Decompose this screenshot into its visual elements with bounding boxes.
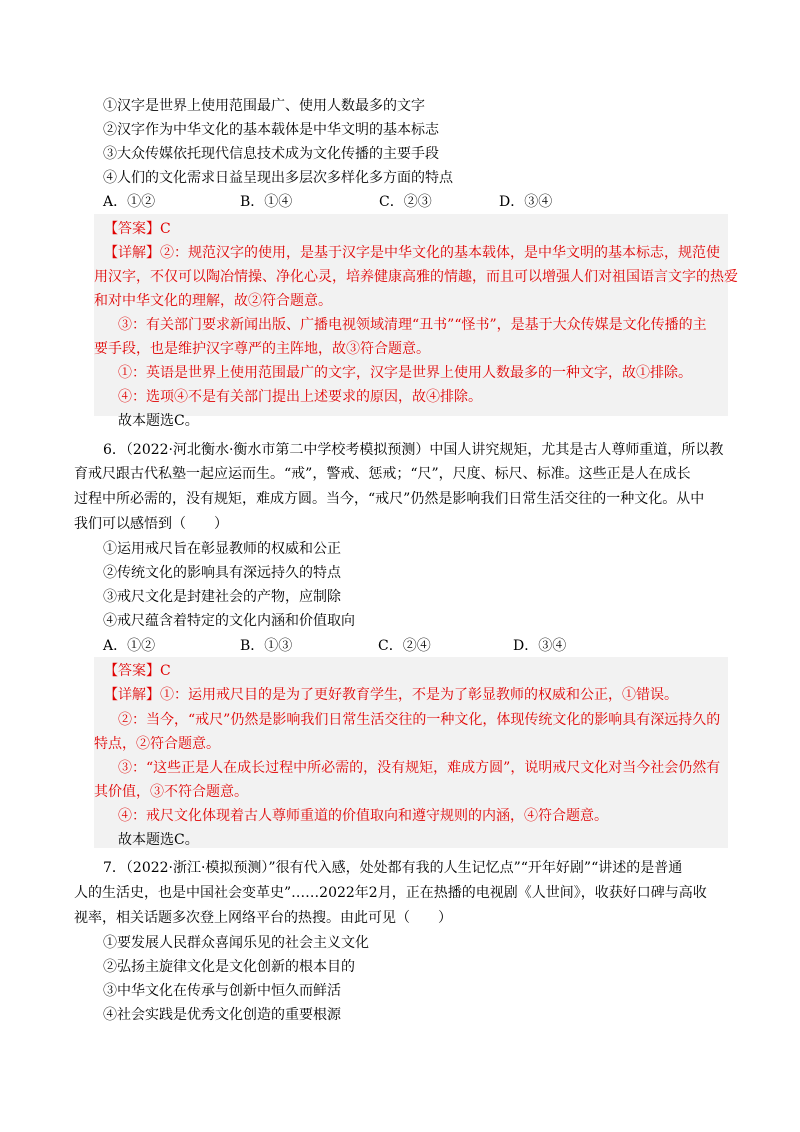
- q5-explanation-line: 要手段，也是维护汉字尊严的主阵地，故③符合题意。: [94, 341, 430, 357]
- q5-statement-3: ③大众传媒依托现代信息技术成为文化传播的主要手段: [103, 146, 439, 162]
- q5-explanation-line: ④：选项④不是有关部门提出上述要求的原因，故④排除。: [118, 389, 482, 405]
- q6-explanation-line: 【详解】①：运用戒尺目的是为了更好教育学生，不是为了彰显教师的权威和公正，①错误。: [104, 687, 678, 703]
- q6-explanation-line: 其价值，③不符合题意。: [94, 784, 248, 800]
- q5-option-b: B．①④: [240, 194, 293, 210]
- q5-statement-4: ④人们的文化需求日益呈现出多层次多样化多方面的特点: [103, 170, 453, 186]
- q6-option-c: C．②④: [378, 638, 431, 654]
- q6-stem-line: 我们可以感悟到（ ）: [74, 516, 228, 532]
- q5-explanation-line: 【详解】②：规范汉字的使用，是基于汉字是中华文化的基本载体，是中华文明的基本标志，规范使: [104, 245, 720, 261]
- q5-options: [103, 192, 703, 212]
- q6-explanation-line: ③：“这些正是人在成长过程中所必需的，没有规矩，难成方圆”，说明戒尺文化对当今社会仍然有: [118, 760, 721, 776]
- q6-options: [103, 636, 703, 656]
- q5-option-c: C．②③: [379, 194, 432, 210]
- q6-statement-4: ④戒尺蕴含着特定的文化内涵和价值取向: [103, 613, 355, 629]
- q6-explanation-line: ②：当今，“戒尺”仍然是影响我们日常生活交往的一种文化，体现传统文化的影响具有深远持久的: [118, 712, 721, 728]
- q5-option-a: A．①②: [103, 194, 156, 210]
- q7-stem-line: 视率，相关话题多次登上网络平台的热搜。由此可见（ ）: [74, 910, 452, 926]
- q5-statement-1: ①汉字是世界上使用范围最广、使用人数最多的文字: [103, 98, 425, 114]
- q6-statement-3: ③戒尺文化是封建社会的产物，应制除: [103, 589, 341, 605]
- q6-statement-2: ②传统文化的影响具有深远持久的特点: [103, 565, 341, 581]
- q6-option-d: D．③④: [513, 638, 567, 654]
- q6-option-b: B．①③: [240, 638, 293, 654]
- q5-answer: 【答案】C: [104, 221, 171, 237]
- q5-option-d: D．③④: [499, 194, 553, 210]
- q6-answer-box: [94, 657, 728, 848]
- q6-explanation-line: 特点，②符合题意。: [94, 736, 220, 752]
- q6-option-a: A．①②: [103, 638, 156, 654]
- q5-explanation-line: 和对中华文化的理解，故②符合题意。: [94, 293, 332, 309]
- q6-stem-line: 过程中所必需的，没有规矩，难成方圆。当今，“戒尺”仍然是影响我们日常生活交往的一种文化。从中: [74, 491, 705, 507]
- q5-explanation-line: 用汉字，不仅可以陶冶情操、净化心灵，培养健康高雅的情趣，而且可以增强人们对祖国语言文字的热爱: [94, 269, 738, 285]
- q6-answer: 【答案】C: [104, 663, 171, 679]
- q5-explanation-line: ①：英语是世界上使用范围最广的文字，汉字是世界上使用人数最多的一种文字，故①排除。: [118, 365, 692, 381]
- q6-statement-1: ①运用戒尺旨在彰显教师的权威和公正: [103, 541, 341, 557]
- q7-statement-2: ②弘扬主旋律文化是文化创新的根本目的: [103, 959, 355, 975]
- q6-stem-line: 6．（2022·河北衡水·衡水市第二中学校考模拟预测）中国人讲究规矩，尤其是古人尊师重道，所以教: [103, 442, 724, 458]
- q6-explanation-line: ④：戒尺文化体现着古人尊师重道的价值取向和遵守规则的内涵，④符合题意。: [118, 808, 608, 824]
- q7-statement-1: ①要发展人民群众喜闻乐见的社会主义文化: [103, 935, 369, 951]
- q5-conclusion: 故本题选C。: [118, 413, 199, 429]
- q5-explanation-line: ③：有关部门要求新闻出版、广播电视领域清理“丑书”“怪书”，是基于大众传媒是文化传播的主: [118, 317, 707, 333]
- q7-statement-4: ④社会实践是优秀文化创造的重要根源: [103, 1007, 341, 1023]
- q5-statement-2: ②汉字作为中华文化的基本载体是中华文明的基本标志: [103, 122, 439, 138]
- q5-answer-box: [94, 214, 738, 429]
- q6-conclusion: 故本题选C。: [118, 832, 199, 848]
- q6-stem-line: 育戒尺跟古代私塾一起应运而生。“戒”，警戒、惩戒；“尺”，尺度、标尺、标准。这些正是人在成长: [74, 466, 691, 482]
- q7-stem-line: 7．（2022·浙江·模拟预测）”很有代入感，处处都有我的人生记忆点”“开年好剧”“讲述的是普通: [103, 860, 683, 876]
- q7-stem-line: 人的生活史，也是中国社会变革史”……2022年2月，正在热播的电视剧《人世间》，收获好口碑与高收: [74, 885, 707, 901]
- q7-statement-3: ③中华文化在传承与创新中恒久而鲜活: [103, 983, 341, 999]
